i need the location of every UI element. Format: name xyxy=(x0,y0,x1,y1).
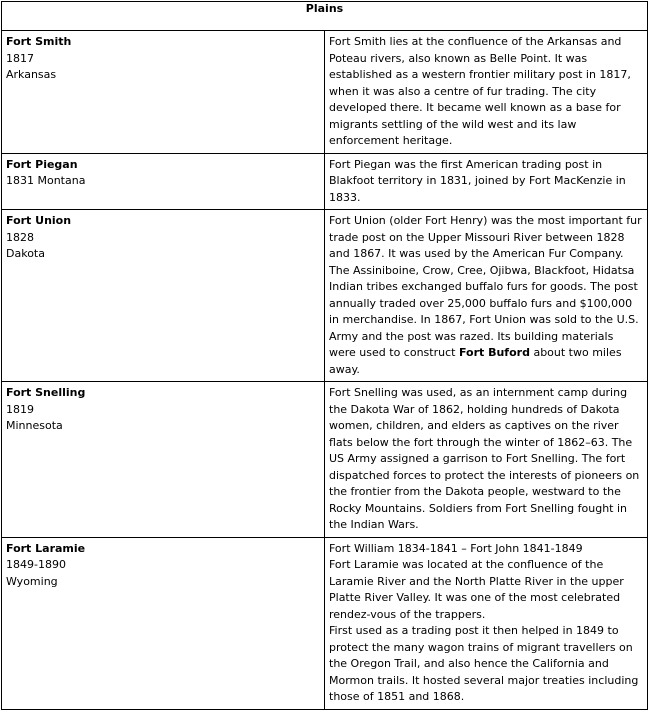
fort-description-cell xyxy=(325,31,648,154)
fort-region: Dakota xyxy=(6,247,45,260)
fort-year: 1819 xyxy=(6,402,34,416)
fort-info-cell xyxy=(2,153,325,210)
table-row xyxy=(2,537,648,709)
fort-region: Arkansas xyxy=(6,68,57,81)
table-row xyxy=(2,210,648,382)
fort-description-text: Fort Union (older Fort Henry) was the most important fur trade post on the Upper Missouri River between 1828 and 1867. It was used by the American Fur Company. The Assiniboine, Crow, Cree, Ojibwa, Blackfoot, Hidatsa Indian tribes exchanged buffalo furs for goods. The post annually traded over 25,000 buffalo furs and $100,000 in merchandise. In 1867, Fort Union was sold to the U.S. Army and the post was razed. Its building materials were used to construct xyxy=(329,214,642,359)
fort-name: Fort Snelling xyxy=(6,386,86,399)
table-header-row xyxy=(2,2,648,31)
fort-info-cell xyxy=(2,210,325,382)
fort-info-cell xyxy=(2,382,325,538)
fort-year: 1828 xyxy=(6,230,34,244)
fort-year: 1849-1890 xyxy=(6,558,66,571)
fort-region: Wyoming xyxy=(6,574,58,588)
fort-info-cell xyxy=(2,537,325,709)
table-row xyxy=(2,382,648,538)
fort-name: Fort Smith xyxy=(6,35,72,48)
fort-description-line: First used as a trading post it then helped in 1849 to protect the many wagon trains of migrant travellers on the Oregon Trail, and also hence the California and Mormon trails. It hosted several major treaties including those of 1851 and 1868. xyxy=(329,624,639,703)
fort-description-cell xyxy=(325,153,648,210)
table-row xyxy=(2,31,648,154)
fort-region: Minnesota xyxy=(6,419,63,432)
fort-description xyxy=(329,214,642,376)
fort-description-cell xyxy=(325,210,648,382)
fort-description: Fort Snelling was used, as an internment camp during the Dakota War of 1862, holding hundreds of Dakota women, children, and elders as captives on the river flats below the fort through the winter of 1862–63. The US Army assigned a garrison to Fort Snelling. The fort dispatched forces to protect the interests of pioneers on the frontier from the Dakota people, westward to the Rocky Mountains. Soldiers from Fort Snelling fought in the Indian Wars. xyxy=(329,386,640,531)
table-row xyxy=(2,153,648,210)
fort-description-line: Fort Laramie was located at the confluence of the Laramie River and the North Platte River in the upper Platte River Valley. It was one of the most celebrated rendez-vous of the trappers. xyxy=(329,558,624,621)
fort-description: Fort Piegan was the first American trading post in Blakfoot territory in 1831, joined by Fort MacKenzie in 1833. xyxy=(329,157,626,204)
fort-description: Fort Smith lies at the confluence of the Arkansas and Poteau rivers, also known as Belle Point. It was established as a western frontier military post in 1817, when it was also a centre of fur trading. The city developed there. It became well known as a base for migrants settling of the wild west and its law enforcement heritage. xyxy=(329,35,631,147)
fort-description-line: Fort William 1834-1841 – Fort John 1841-1849 xyxy=(329,541,583,555)
fort-description-cell xyxy=(325,537,648,709)
fort-description-cell xyxy=(325,382,648,538)
fort-description-text-end: about two miles away. xyxy=(329,346,622,376)
fort-name: Fort Piegan xyxy=(6,157,78,171)
table-title: Plains xyxy=(2,2,648,31)
forts-table xyxy=(1,1,648,710)
fort-name: Fort Union xyxy=(6,214,72,227)
fort-info-cell xyxy=(2,31,325,154)
fort-year: 1817 xyxy=(6,51,34,65)
fort-buford-name: Fort Buford xyxy=(458,346,530,359)
fort-name: Fort Laramie xyxy=(6,541,86,555)
fort-year-region: 1831 Montana xyxy=(6,174,86,187)
